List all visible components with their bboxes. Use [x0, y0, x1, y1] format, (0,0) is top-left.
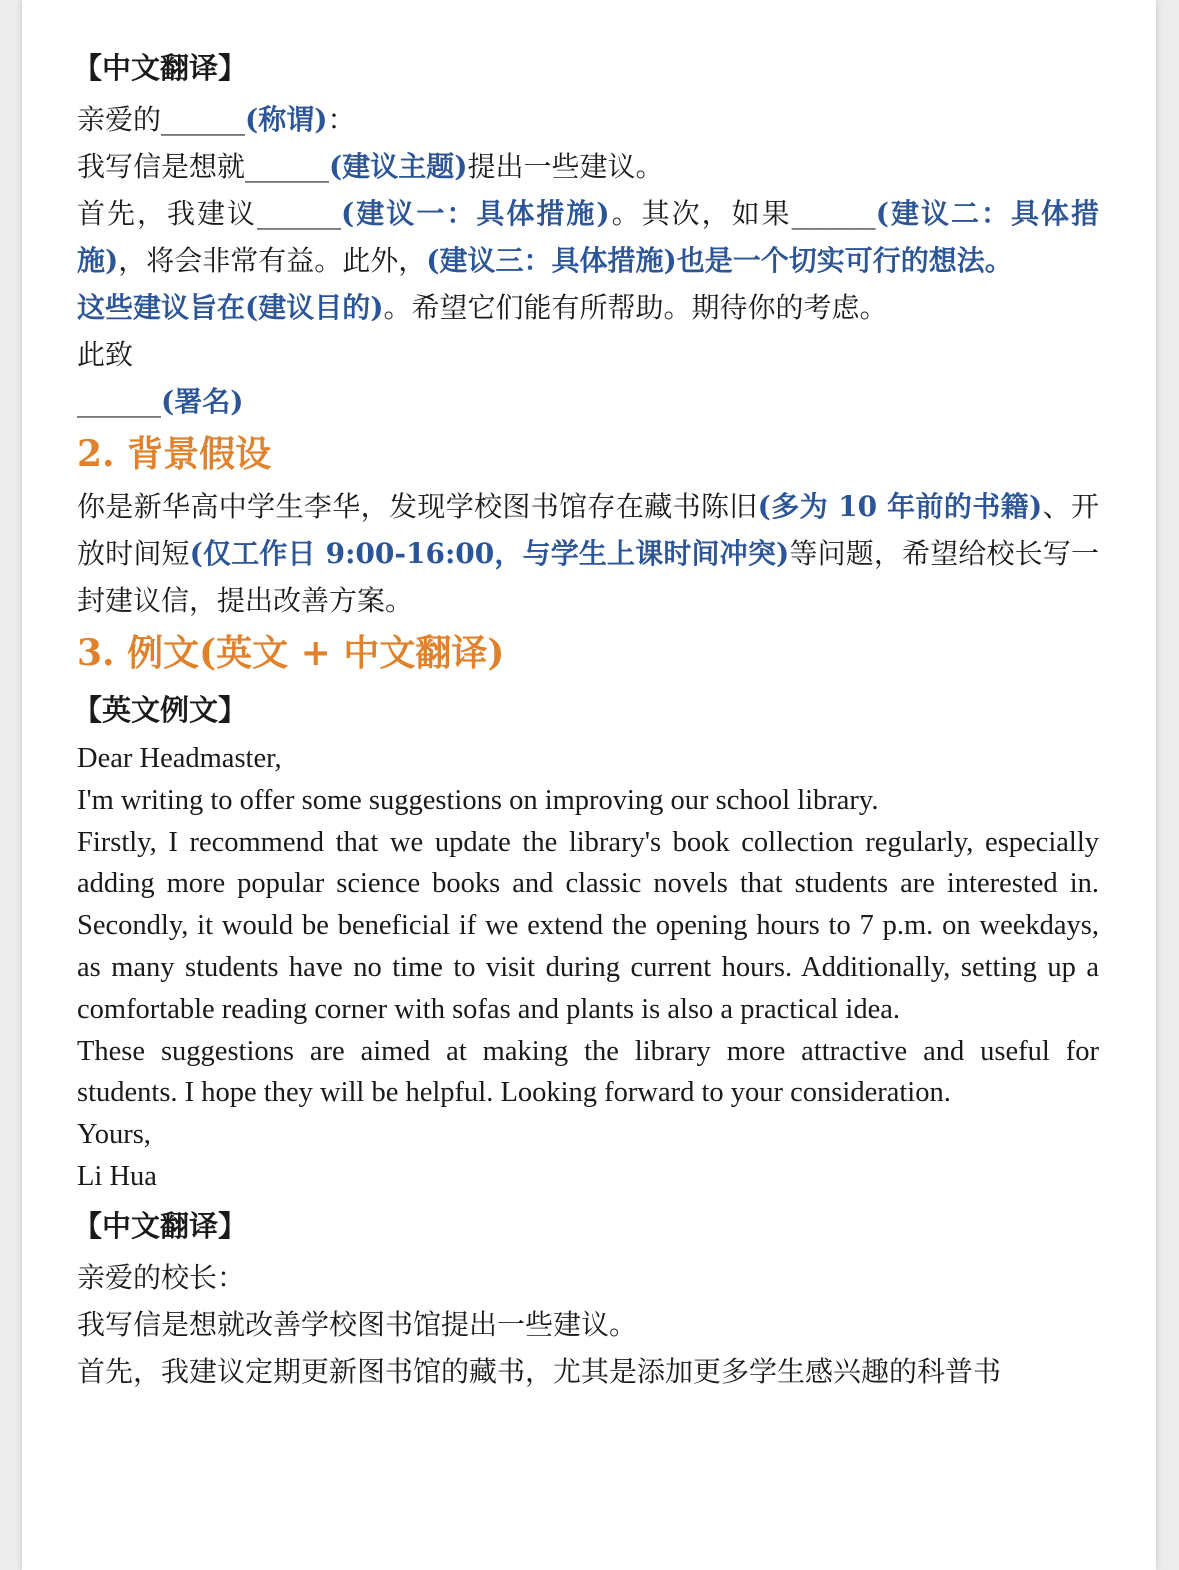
en-paragraph-2: Firstly, I recommend that we update the library's book collection regularly, especially adding more popular science books and classic novels that students are interested in. Secondly, it would be beneficial if we extend the opening hours to 7 p.m. on weekdays, as many students have no time to visit during current hours. Additionally, setting up a comfortable reading corner with sofas and plants is also a practical idea. [77, 826, 1099, 1025]
template-closing: 此致 [77, 338, 134, 371]
en-paragraph-1: I'm writing to offer some suggestions on improving our school library. [77, 784, 879, 816]
template-purpose: 这些建议旨在(建议目的)。希望它们能有所帮助。期待你的考虑。 [77, 291, 888, 324]
cn-paragraph-2: 首先，我建议定期更新图书馆的藏书，尤其是添加更多学生感兴趣的科普书 [77, 1354, 1002, 1388]
section-3-title: 3. 例文(英文 + 中文翻译) [77, 632, 505, 674]
en-signature: Li Hua [77, 1160, 157, 1192]
chinese-translation-letter [77, 1254, 1099, 1395]
document-page [22, 0, 1156, 1570]
en-greeting: Dear Headmaster, [77, 743, 282, 774]
chinese-translation-heading: 【中文翻译】 [73, 1208, 248, 1243]
en-paragraph-3: These suggestions are aimed at making the library more attractive and useful for students. I hope they will be helpful. Looking forward to your consideration. [77, 1035, 1099, 1109]
section-2-text: 你是新华高中学生李华，发现学校图书馆存在藏书陈旧(多为 10 年前的书籍)、开放时间短(仅工作日 9:00-16:00，与学生上课时间冲突)等问题，希望给校长写一封建议信，提出改善方案。 [77, 490, 1099, 617]
template-body: 首先，我建议______(建议一：具体措施)。其次，如果______(建议二：具体措施)，将会非常有益。此外，(建议三：具体措施)也是一个切实可行的想法。 [77, 197, 1099, 277]
english-sample-heading: 【英文例文】 [73, 693, 248, 727]
cn-paragraph-1: 我写信是想就改善学校图书馆提出一些建议。 [77, 1307, 638, 1341]
template-intro: 我写信是想就______(建议主题)提出一些建议。 [77, 150, 664, 183]
template-letter [77, 96, 1099, 425]
english-sample-letter [77, 738, 1099, 1198]
en-closing: Yours, [77, 1119, 151, 1151]
template-heading: 【中文翻译】 [73, 51, 248, 85]
section-2-title: 2. 背景假设 [77, 433, 272, 475]
cn-greeting: 亲爱的校长： [77, 1260, 246, 1294]
template-greeting: 亲爱的______(称谓)： [77, 103, 356, 136]
template-signature: ______(署名) [77, 385, 244, 418]
document-content [73, 40, 1099, 1395]
